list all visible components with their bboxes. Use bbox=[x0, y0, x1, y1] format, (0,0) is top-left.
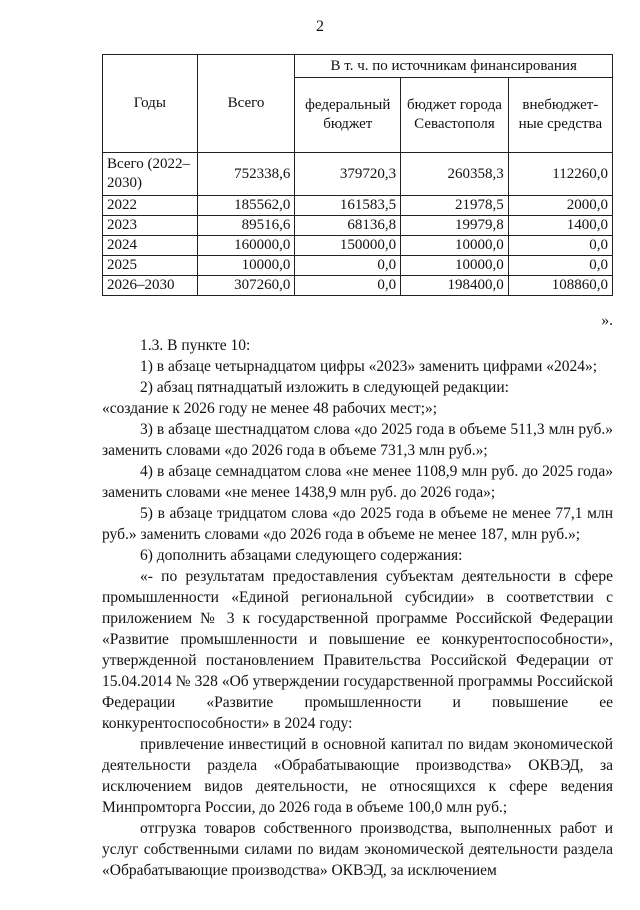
paragraph: привлечение инвестиций в основной капитал по видам экономической деятельности раздела «Обрабатывающие производства» ОКВЭД, за исключением видов деятельности, не относящихся к сфере ведения Минпромторга России, до 2026 года в объеме 100,0 млн руб.; bbox=[102, 736, 613, 816]
cell-federal: 0,0 bbox=[295, 256, 401, 276]
header-federal: федеральный бюджет bbox=[295, 78, 401, 153]
document-body bbox=[102, 310, 613, 881]
page-number: 2 bbox=[316, 18, 324, 35]
cell-total: 307260,0 bbox=[197, 276, 295, 296]
cell-extra: 2000,0 bbox=[508, 196, 612, 216]
cell-year: 2024 bbox=[103, 236, 198, 256]
cell-city: 198400,0 bbox=[401, 276, 509, 296]
cell-extra: 1400,0 bbox=[508, 216, 612, 236]
header-extra: внебюджет-ные средства bbox=[508, 78, 612, 153]
header-city: бюджет города Севастополя bbox=[401, 78, 509, 153]
cell-extra: 0,0 bbox=[508, 236, 612, 256]
cell-total: 752338,6 bbox=[197, 153, 295, 196]
cell-city: 260358,3 bbox=[401, 153, 509, 196]
paragraph: 5) в абзаце тридцатом слова «до 2025 года в объеме не менее 77,1 млн руб.» заменить словами «до 2026 года в объеме не менее 187, млн руб.»; bbox=[102, 505, 613, 543]
cell-year: 2023 bbox=[103, 216, 198, 236]
table-row bbox=[103, 216, 613, 236]
cell-total: 10000,0 bbox=[197, 256, 295, 276]
cell-total: 185562,0 bbox=[197, 196, 295, 216]
table-header-row bbox=[103, 55, 613, 78]
header-sources: В т. ч. по источникам финансирования bbox=[295, 55, 613, 78]
cell-year: Всего (2022–2030) bbox=[103, 153, 198, 196]
table-row bbox=[103, 256, 613, 276]
table-row bbox=[103, 236, 613, 256]
financing-table bbox=[102, 54, 613, 296]
paragraph: 4) в абзаце семнадцатом слова «не менее 1108,9 млн руб. до 2025 года» заменить словами «не менее 1438,9 млн руб. до 2026 года»; bbox=[102, 463, 613, 501]
cell-federal: 161583,5 bbox=[295, 196, 401, 216]
header-years: Годы bbox=[103, 55, 198, 153]
cell-year: 2026–2030 bbox=[103, 276, 198, 296]
cell-federal: 0,0 bbox=[295, 276, 401, 296]
header-total: Всего bbox=[197, 55, 295, 153]
cell-federal: 68136,8 bbox=[295, 216, 401, 236]
cell-federal: 150000,0 bbox=[295, 236, 401, 256]
cell-city: 19979,8 bbox=[401, 216, 509, 236]
cell-federal: 379720,3 bbox=[295, 153, 401, 196]
cell-city: 10000,0 bbox=[401, 236, 509, 256]
cell-city: 21978,5 bbox=[401, 196, 509, 216]
cell-year: 2025 bbox=[103, 256, 198, 276]
quote-close: ». bbox=[601, 312, 613, 329]
paragraph: «создание к 2026 году не менее 48 рабочих мест;»; bbox=[102, 400, 438, 417]
cell-city: 10000,0 bbox=[401, 256, 509, 276]
cell-total: 160000,0 bbox=[197, 236, 295, 256]
cell-extra: 112260,0 bbox=[508, 153, 612, 196]
table-row bbox=[103, 196, 613, 216]
paragraph: 2) абзац пятнадцатый изложить в следующей редакции: bbox=[140, 379, 509, 396]
paragraph: 1) в абзаце четырнадцатом цифры «2023» заменить цифрами «2024»; bbox=[140, 358, 598, 375]
paragraph: отгрузка товаров собственного производства, выполненных работ и услуг собственными силами по видам экономической деятельности раздела «Обрабатывающие производства» ОКВЭД, за исключением bbox=[102, 820, 613, 879]
table-row bbox=[103, 153, 613, 196]
table-row bbox=[103, 276, 613, 296]
cell-year: 2022 bbox=[103, 196, 198, 216]
paragraph: «- по результатам предоставления субъектам деятельности в сфере промышленности «Единой региональной субсидии» в соответствии с приложением № 3 к государственной программе Российской Федерации «Развитие промышленности и повышение ее конкурентоспособности», утвержденной постановлением Правительства Российской Федерации от 15.04.2014 № 328 «Об утверждении государственной программы Российской Федерации «Развитие промышленности и повышение ее конкурентоспособности» в 2024 году: bbox=[102, 568, 613, 732]
cell-total: 89516,6 bbox=[197, 216, 295, 236]
cell-extra: 0,0 bbox=[508, 256, 612, 276]
paragraph: 1.3. В пункте 10: bbox=[140, 337, 251, 354]
paragraph: 3) в абзаце шестнадцатом слова «до 2025 года в объеме 511,3 млн руб.» заменить словами «до 2026 года в объеме 731,3 млн руб.»; bbox=[102, 421, 613, 459]
cell-extra: 108860,0 bbox=[508, 276, 612, 296]
paragraph: 6) дополнить абзацами следующего содержания: bbox=[140, 547, 463, 564]
